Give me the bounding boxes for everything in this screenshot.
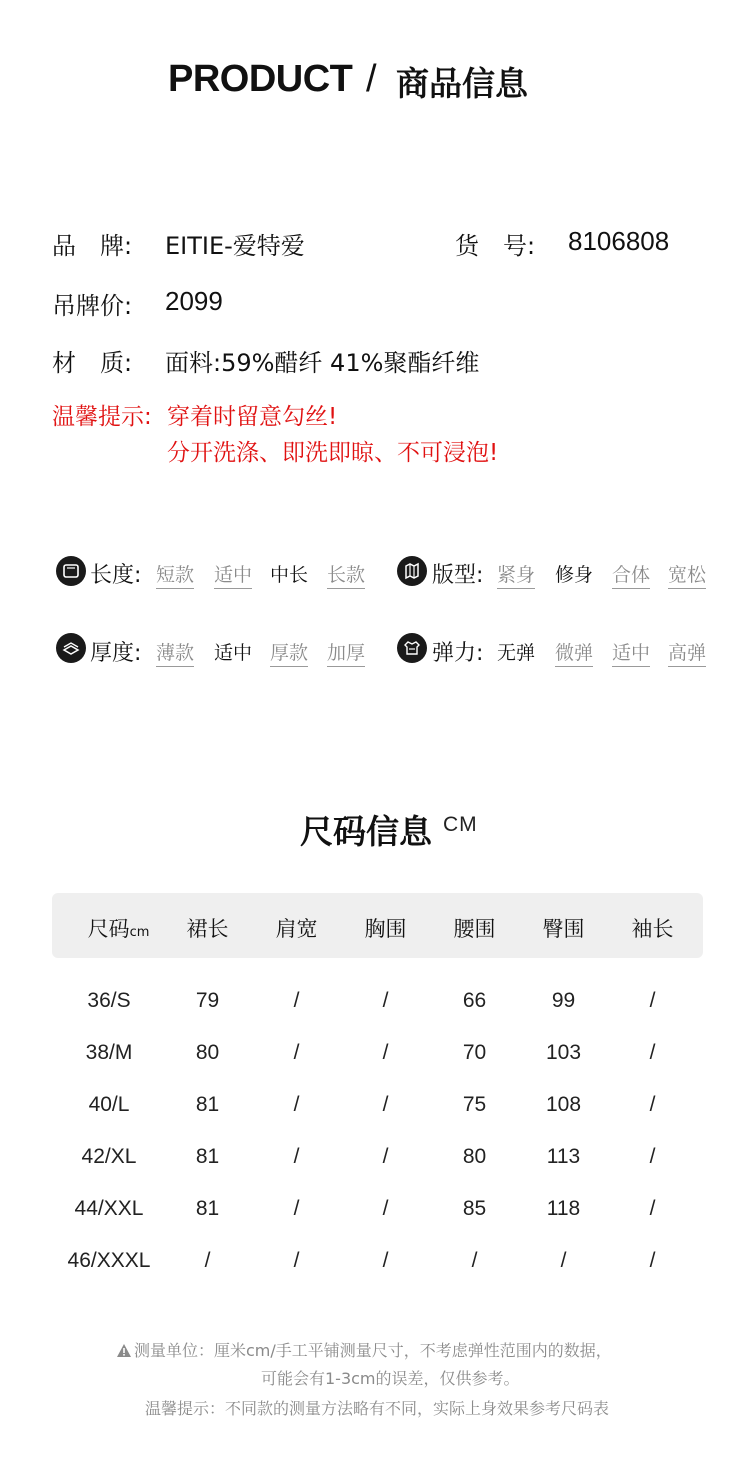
title-separator: /	[366, 58, 377, 100]
size-cell-r1-c3: /	[293, 989, 300, 1012]
size-cell-r5-c4: /	[382, 1197, 389, 1220]
note-line-3: 温馨提示：不同款的测量方法略有不同，实际上身效果参考尺码表	[145, 1399, 610, 1418]
thickness-row	[56, 633, 86, 663]
note-line-1-text: 测量单位：厘米cm/手工平铺测量尺寸，不考虑弹性范围内的数据，	[134, 1341, 612, 1360]
size-cell-r1-c1: 36/S	[87, 989, 131, 1012]
elasticity-label: 弹力:	[432, 641, 484, 666]
note-line-2: 可能会有1-3cm的误差，仅供参考。	[261, 1369, 520, 1388]
size-cell-r5-c7: /	[649, 1197, 656, 1220]
elasticity-option-1: 无弹	[497, 642, 536, 664]
size-cell-r2-c2: 80	[195, 1041, 220, 1064]
elasticity-option-2: 微弹	[555, 638, 593, 667]
size-cell-r4-c6: 113	[546, 1145, 581, 1168]
size-cell-r4-c5: 80	[462, 1145, 487, 1168]
fit-option-3: 合体	[612, 560, 650, 589]
size-cell-r3-c1: 40/L	[88, 1093, 130, 1116]
size-header-5: 腰围	[453, 917, 496, 941]
thickness-option-2: 适中	[214, 642, 253, 664]
size-cell-r2-c7: /	[649, 1041, 656, 1064]
size-cell-r5-c3: /	[293, 1197, 300, 1220]
elasticity-row	[397, 633, 427, 663]
note-line-1	[116, 1338, 612, 1361]
brand-value: EITIE-爱特爱	[165, 232, 305, 260]
size-header-1-unit: cm	[129, 925, 150, 940]
size-cell-r6-c4: /	[382, 1249, 389, 1272]
length-icon	[56, 556, 86, 586]
size-cell-r5-c2: 81	[195, 1197, 220, 1220]
size-cell-r6-c2: /	[204, 1249, 211, 1272]
page-title-cn: 商品信息	[396, 64, 528, 103]
size-cell-r1-c7: /	[649, 989, 656, 1012]
size-cell-r6-c6: /	[560, 1249, 567, 1272]
size-unit: CM	[443, 813, 478, 836]
thickness-option-1: 薄款	[156, 638, 194, 667]
fit-row	[397, 556, 427, 586]
size-cell-r4-c7: /	[649, 1145, 656, 1168]
thickness-option-4: 加厚	[327, 638, 365, 667]
size-cell-r2-c6: 103	[545, 1041, 582, 1064]
sku-label: 货 号:	[455, 232, 536, 260]
size-cell-r6-c5: /	[471, 1249, 478, 1272]
material-value: 面料:59%醋纤 41%聚酯纤维	[165, 349, 480, 377]
size-header-2: 裙长	[186, 917, 229, 941]
length-option-2: 适中	[214, 560, 252, 589]
price-value: 2099	[165, 286, 223, 316]
size-cell-r3-c7: /	[649, 1093, 656, 1116]
fit-label: 版型:	[432, 563, 484, 588]
page-title-en: PRODUCT	[168, 58, 353, 100]
size-cell-r3-c3: /	[293, 1093, 300, 1116]
size-cell-r3-c6: 108	[545, 1093, 582, 1116]
size-cell-r4-c3: /	[293, 1145, 300, 1168]
tip-label: 温馨提示:	[52, 404, 152, 430]
size-cell-r2-c1: 38/M	[85, 1041, 133, 1064]
thickness-label: 厚度:	[90, 641, 142, 666]
size-cell-r6-c3: /	[293, 1249, 300, 1272]
sku-value: 8106808	[568, 226, 670, 256]
size-cell-r3-c5: 75	[462, 1093, 487, 1116]
length-label: 长度:	[90, 563, 142, 588]
elasticity-option-3: 适中	[612, 638, 650, 667]
size-header-6: 臀围	[542, 917, 585, 941]
size-header-3: 肩宽	[275, 917, 318, 941]
length-option-3: 中长	[270, 564, 309, 586]
fit-option-2: 修身	[555, 564, 594, 586]
thickness-icon	[56, 633, 86, 663]
tip-line-1: 穿着时留意勾丝!	[167, 404, 338, 430]
size-cell-r1-c6: 99	[551, 989, 576, 1012]
size-header-1	[74, 913, 163, 943]
size-cell-r2-c4: /	[382, 1041, 389, 1064]
size-cell-r3-c2: 81	[195, 1093, 220, 1116]
fit-option-4: 宽松	[668, 560, 706, 589]
elasticity-icon	[397, 633, 427, 663]
size-header-7: 袖长	[631, 917, 674, 941]
size-cell-r5-c5: 85	[462, 1197, 487, 1220]
price-label: 吊牌价:	[52, 292, 133, 320]
size-cell-r2-c5: 70	[462, 1041, 487, 1064]
size-cell-r6-c1: 46/XXXL	[67, 1249, 151, 1272]
length-option-1: 短款	[156, 560, 194, 589]
material-label: 材 质:	[52, 349, 133, 377]
tip-line-2: 分开洗涤、即洗即晾、不可浸泡!	[167, 440, 499, 466]
size-header-1-text: 尺码	[87, 917, 130, 941]
size-cell-r3-c4: /	[382, 1093, 389, 1116]
size-header-4: 胸围	[364, 917, 407, 941]
size-cell-r6-c7: /	[649, 1249, 656, 1272]
fit-option-1: 紧身	[497, 560, 535, 589]
length-option-4: 长款	[327, 560, 365, 589]
warning-icon	[116, 1343, 132, 1358]
size-cell-r1-c4: /	[382, 989, 389, 1012]
size-cell-r4-c1: 42/XL	[81, 1145, 137, 1168]
size-title: 尺码信息	[300, 812, 432, 851]
size-cell-r2-c3: /	[293, 1041, 300, 1064]
size-cell-r5-c6: 118	[546, 1197, 581, 1220]
brand-label: 品 牌:	[52, 232, 133, 260]
size-cell-r1-c2: 79	[195, 989, 220, 1012]
size-cell-r4-c4: /	[382, 1145, 389, 1168]
size-cell-r4-c2: 81	[195, 1145, 220, 1168]
size-cell-r1-c5: 66	[462, 989, 487, 1012]
elasticity-option-4: 高弹	[668, 638, 706, 667]
length-row	[56, 556, 86, 586]
size-cell-r5-c1: 44/XXL	[74, 1197, 144, 1220]
fit-icon	[397, 556, 427, 586]
thickness-option-3: 厚款	[270, 638, 308, 667]
